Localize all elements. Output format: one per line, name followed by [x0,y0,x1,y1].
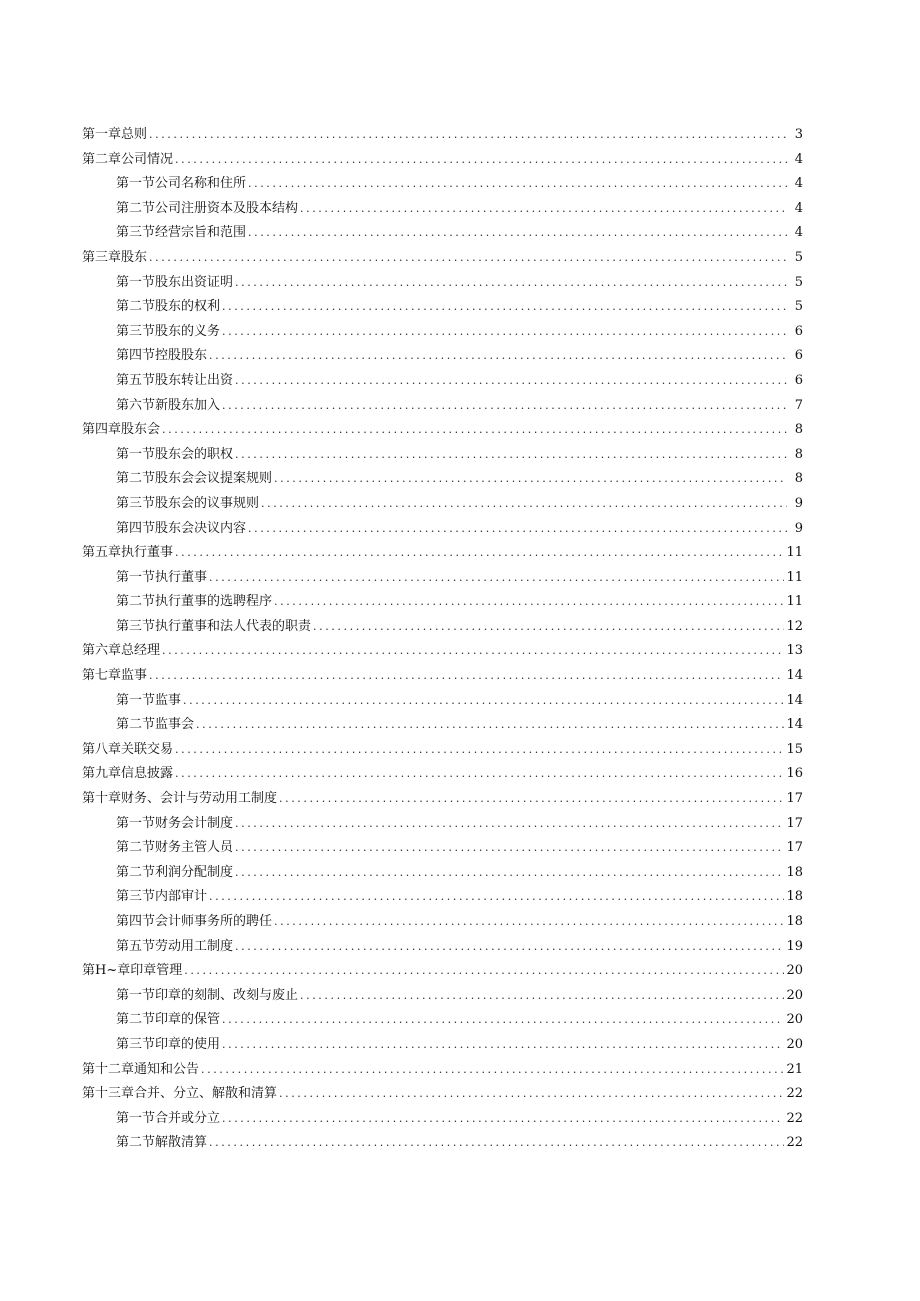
toc-entry-title: 第四节股东会决议内容 [116,520,247,536]
toc-chapter-entry[interactable] [82,1058,803,1083]
toc-entry-page-number: 15 [786,741,803,757]
toc-section-entry[interactable] [82,910,803,935]
toc-dot-leader [261,492,787,517]
toc-entry-page-number: 18 [786,914,803,929]
toc-entry-title: 第十三章合并、分立、解散和清算 [82,1086,278,1102]
toc-entry-title: 第一节公司名称和住所 [116,176,247,192]
toc-entry-page-number: 17 [786,815,803,831]
toc-section-entry[interactable] [82,295,803,320]
toc-entry-title: 第二节股东的权利 [116,299,221,315]
toc-chapter-entry[interactable] [82,959,803,984]
toc-entry-page-number: 18 [786,864,803,880]
toc-section-entry[interactable] [82,443,803,468]
toc-entry-page-number: 12 [786,618,803,634]
toc-dot-leader [175,738,784,763]
toc-entry-title: 第二节印章的保管 [116,1012,221,1028]
toc-section-entry[interactable] [82,172,803,197]
toc-dot-leader [222,295,787,320]
toc-entry-title: 第一节执行董事 [116,569,208,585]
toc-dot-leader [248,517,787,542]
toc-entry-page-number: 20 [786,987,803,1003]
toc-dot-leader [209,344,787,369]
toc-dot-leader [222,1033,784,1058]
toc-entry-title: 第十二章通知和公告 [82,1061,200,1077]
toc-entry-title: 第一节股东出资证明 [116,274,234,290]
toc-entry-page-number: 20 [786,1036,803,1052]
toc-entry-page-number: 22 [786,1135,803,1151]
toc-dot-leader [222,1107,784,1132]
toc-entry-page-number: 5 [794,274,803,290]
toc-dot-leader [279,787,784,812]
toc-dot-leader [235,935,784,960]
toc-entry-page-number: 8 [794,422,803,438]
toc-dot-leader [279,1082,784,1107]
toc-chapter-entry[interactable] [82,148,803,173]
toc-entry-page-number: 11 [786,594,803,610]
toc-entry-title: 第一节印章的刻制、改刻与废止 [116,987,299,1003]
toc-entry-page-number: 22 [786,1086,803,1102]
toc-dot-leader [235,836,784,861]
toc-dot-leader [209,566,784,591]
toc-section-entry[interactable] [82,885,803,910]
toc-entry-title: 第一节股东会的职权 [116,446,234,462]
toc-entry-page-number: 9 [794,495,803,511]
toc-entry-page-number: 16 [786,766,803,782]
toc-entry-title: 第五节股东转让出资 [116,372,234,388]
toc-dot-leader [149,246,787,271]
toc-section-entry[interactable] [82,566,803,591]
toc-section-entry[interactable] [82,492,803,517]
toc-entry-page-number: 20 [786,963,803,979]
toc-entry-page-number: 19 [786,938,803,954]
toc-section-entry[interactable] [82,344,803,369]
toc-entry-title: 第二节监事会 [116,717,195,733]
toc-entry-page-number: 6 [794,323,803,339]
toc-entry-page-number: 3 [794,127,803,142]
toc-entry-page-number: 20 [786,1012,803,1028]
toc-entry-title: 第三节经营宗旨和范围 [116,225,247,241]
toc-entry-title: 第四节控股股东 [116,348,208,364]
toc-dot-leader [149,123,787,148]
toc-dot-leader [183,689,784,714]
toc-entry-title: 第二节利润分配制度 [116,864,234,880]
toc-dot-leader [235,369,787,394]
toc-entry-page-number: 4 [794,225,803,241]
toc-section-entry[interactable] [82,369,803,394]
toc-section-entry[interactable] [82,271,803,296]
toc-entry-page-number: 7 [794,397,803,413]
toc-entry-page-number: 14 [786,717,803,733]
toc-entry-title: 第八章关联交易 [82,741,174,757]
toc-entry-title: 第七章监事 [82,668,148,684]
toc-chapter-entry[interactable] [82,246,803,271]
toc-section-entry[interactable] [82,1033,803,1058]
toc-chapter-entry[interactable] [82,123,803,148]
toc-entry-title: 第三节执行董事和法人代表的职责 [116,618,312,634]
toc-entry-title: 第六节新股东加入 [116,397,221,413]
toc-section-entry[interactable] [82,221,803,246]
toc-entry-title: 第九章信息披露 [82,766,174,782]
toc-entry-title: 第六章总经理 [82,643,161,659]
toc-dot-leader [175,148,787,173]
toc-entry-page-number: 18 [786,889,803,905]
toc-entry-title: 第二节财务主管人员 [116,840,234,856]
toc-dot-leader [235,861,784,886]
toc-chapter-entry[interactable] [82,762,803,787]
toc-entry-page-number: 9 [794,520,803,536]
toc-dot-leader [149,664,784,689]
toc-section-entry[interactable] [82,861,803,886]
toc-entry-title: 第三节内部审计 [116,889,208,905]
toc-entry-page-number: 17 [786,840,803,856]
toc-chapter-entry[interactable] [82,1082,803,1107]
toc-dot-leader [235,812,784,837]
toc-entry-title: 第二章公司情况 [82,151,174,167]
toc-dot-leader [162,418,787,443]
toc-chapter-entry[interactable] [82,639,803,664]
toc-dot-leader [175,541,784,566]
toc-dot-leader [201,1058,784,1083]
toc-section-entry[interactable] [82,689,803,714]
toc-entry-title: 第二节执行董事的选聘程序 [116,594,273,610]
toc-entry-title: 第三章股东 [82,249,148,265]
toc-chapter-entry[interactable] [82,541,803,566]
toc-entry-page-number: 4 [794,200,803,216]
toc-dot-leader [222,320,787,345]
toc-entry-title: 第四节会计师事务所的聘任 [116,914,273,929]
toc-dot-leader [274,590,784,615]
toc-section-entry[interactable] [82,590,803,615]
toc-entry-page-number: 6 [794,348,803,364]
toc-dot-leader [184,959,784,984]
toc-section-entry[interactable] [82,1131,803,1156]
toc-entry-title: 第一节财务会计制度 [116,815,234,831]
toc-entry-title: 第三节股东会的议事规则 [116,495,260,511]
toc-entry-title: 第二节股东会会议提案规则 [116,471,273,487]
toc-entry-page-number: 4 [794,151,803,167]
toc-chapter-entry[interactable] [82,664,803,689]
toc-dot-leader [235,443,787,468]
toc-dot-leader [235,271,787,296]
toc-entry-page-number: 8 [794,446,803,462]
toc-dot-leader [209,1131,784,1156]
toc-section-entry[interactable] [82,836,803,861]
toc-entry-page-number: 8 [794,471,803,487]
toc-dot-leader [274,467,787,492]
toc-dot-leader [248,221,787,246]
toc-dot-leader [300,984,784,1009]
toc-entry-title: 第H~章印章管理 [82,963,183,979]
toc-dot-leader [274,910,784,935]
toc-entry-title: 第一节合并或分立 [116,1110,221,1126]
toc-entry-page-number: 21 [786,1061,803,1077]
toc-section-entry[interactable] [82,197,803,222]
toc-section-entry[interactable] [82,1107,803,1132]
toc-entry-title: 第五章执行董事 [82,545,174,561]
toc-dot-leader [222,1008,784,1033]
toc-entry-page-number: 14 [786,692,803,708]
toc-chapter-entry[interactable] [82,738,803,763]
toc-entry-title: 第五节劳动用工制度 [116,938,234,954]
toc-dot-leader [222,394,787,419]
toc-entry-title: 第一节监事 [116,692,182,708]
toc-dot-leader [313,615,784,640]
toc-dot-leader [209,885,784,910]
toc-section-entry[interactable] [82,467,803,492]
toc-entry-page-number: 5 [794,299,803,315]
toc-section-entry[interactable] [82,394,803,419]
toc-entry-page-number: 13 [786,643,803,659]
toc-entry-title: 第十章财务、会计与劳动用工制度 [82,791,278,807]
toc-entry-title: 第三节印章的使用 [116,1036,221,1052]
toc-dot-leader [196,713,784,738]
toc-entry-page-number: 4 [794,176,803,192]
toc-section-entry[interactable] [82,1008,803,1033]
toc-section-entry[interactable] [82,935,803,960]
toc-entry-title: 第二节解散清算 [116,1135,208,1151]
toc-entry-page-number: 6 [794,372,803,388]
toc-entry-page-number: 11 [786,569,803,585]
toc-section-entry[interactable] [82,517,803,542]
toc-entry-page-number: 22 [786,1110,803,1126]
toc-entry-page-number: 11 [786,545,803,561]
toc-dot-leader [175,762,784,787]
toc-entry-title: 第四章股东会 [82,422,161,438]
toc-chapter-entry[interactable] [82,418,803,443]
toc-section-entry[interactable] [82,713,803,738]
toc-entry-page-number: 14 [786,668,803,684]
toc-section-entry[interactable] [82,320,803,345]
toc-chapter-entry[interactable] [82,787,803,812]
toc-section-entry[interactable] [82,615,803,640]
toc-section-entry[interactable] [82,812,803,837]
toc-entry-page-number: 5 [794,249,803,265]
toc-dot-leader [300,197,787,222]
toc-dot-leader [248,172,787,197]
toc-entry-title: 第三节股东的义务 [116,323,221,339]
toc-section-entry[interactable] [82,984,803,1009]
table-of-contents [82,123,803,1156]
toc-entry-title: 第一章总则 [82,127,148,142]
toc-entry-page-number: 17 [786,791,803,807]
toc-dot-leader [162,639,784,664]
toc-entry-title: 第二节公司注册资本及股本结构 [116,200,299,216]
